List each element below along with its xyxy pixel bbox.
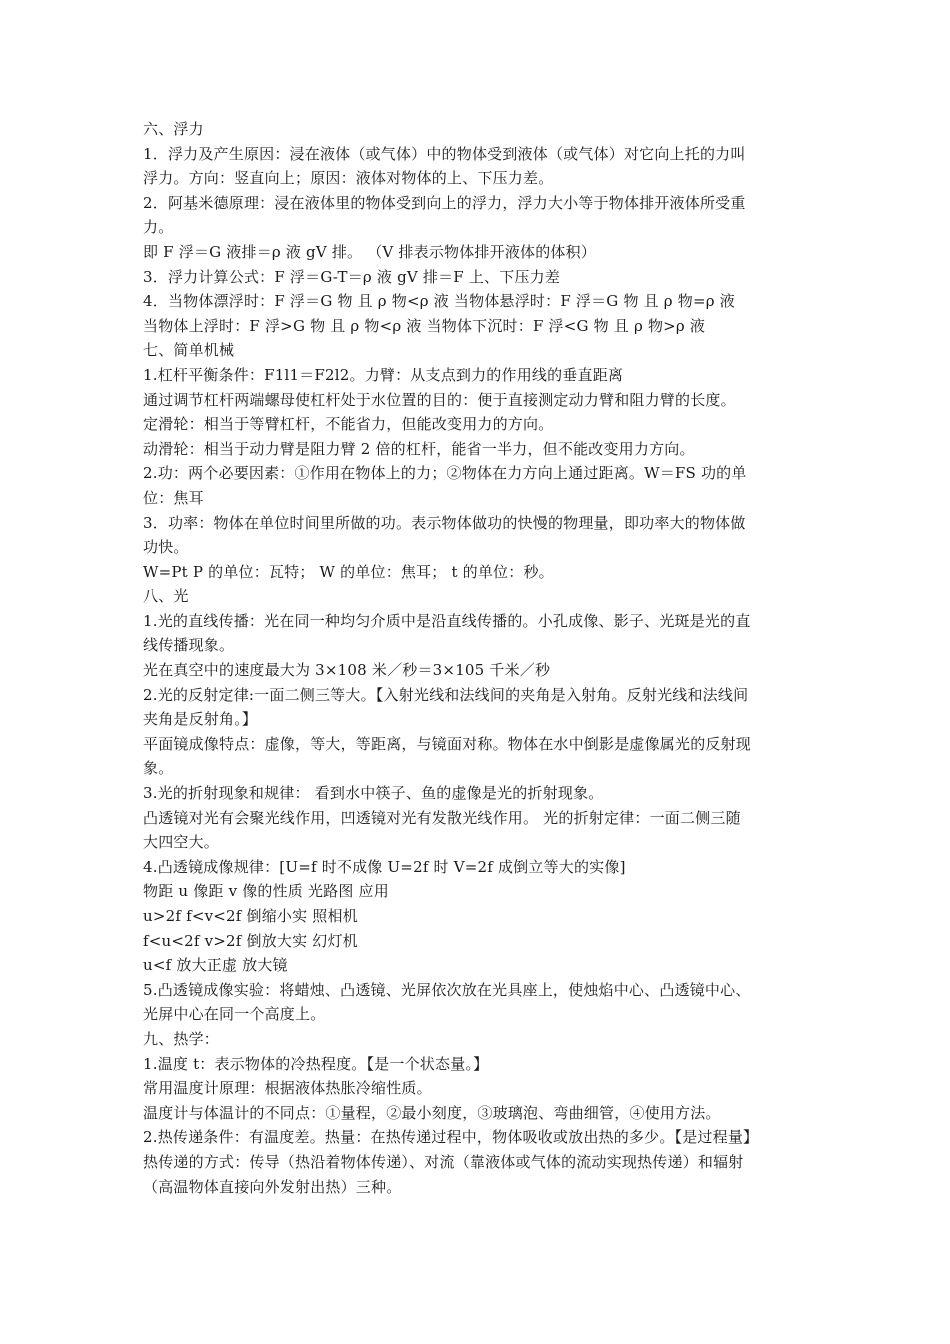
text-line: 凸透镜对光有会聚光线作用，凹透镜对光有发散光线作用。 光的折射定律：一面二侧三随 xyxy=(143,808,741,827)
text-line: 5.凸透镜成像实验：将蜡烛、凸透镜、光屏依次放在光具座上，使烛焰中心、凸透镜中心、 xyxy=(143,980,751,999)
text-line: 浮力。方向：竖直向上；原因：液体对物体的上、下压力差。 xyxy=(143,169,554,188)
text-line: 2.热传递条件：有温度差。热量：在热传递过程中，物体吸收或放出热的多少。【是过程量】 xyxy=(143,1128,759,1147)
text-line: 1.杠杆平衡条件：F1l1＝F2l2。力臂：从支点到力的作用线的垂直距离 xyxy=(143,365,624,384)
section-heading-light: 八、光 xyxy=(143,587,189,606)
text-line: 3．浮力计算公式：F 浮＝G-T＝ρ 液 gV 排＝F 上、下压力差 xyxy=(143,267,561,286)
text-line: 2．阿基米德原理：浸在液体里的物体受到向上的浮力，浮力大小等于物体排开液体所受重 xyxy=(143,193,746,212)
text-line: 热传递的方式：传导（热沿着物体传递）、对流（靠液体或气体的流动实现热传递）和辐射 xyxy=(143,1152,744,1171)
text-line: 1．浮力及产生原因：浸在液体（或气体）中的物体受到液体（或气体）对它向上托的力叫 xyxy=(143,144,746,163)
text-line: 象。 xyxy=(143,759,174,778)
text-line: 力。 xyxy=(143,218,174,237)
text-line: 常用温度计原理：根据液体热胀冷缩性质。 xyxy=(143,1079,432,1098)
text-line: 大四空大。 xyxy=(143,833,220,852)
text-line: 夹角是反射角。】 xyxy=(143,710,258,729)
text-line: 平面镜成像特点：虚像，等大，等距离，与镜面对称。物体在水中倒影是虚像属光的反射现 xyxy=(143,734,752,753)
text-line: u>2f f<v<2f 倒缩小实 照相机 xyxy=(143,907,358,925)
text-line: 当物体上浮时：F 浮>G 物 且 ρ 物<ρ 液 当物体下沉时：F 浮<G 物 且 ρ 物>ρ 液 xyxy=(143,316,706,335)
section-heading-buoyancy: 六、浮力 xyxy=(143,120,204,138)
text-line: f<u<2f v>2f 倒放大实 幻灯机 xyxy=(143,931,358,950)
text-line: 1.温度 t：表示物体的冷热程度。【是一个状态量。】 xyxy=(143,1054,489,1073)
section-heading-heat: 九、热学： xyxy=(143,1029,220,1048)
text-line: 4.凸透镜成像规律：[U=f 时不成像 U=2f 时 V=2f 成倒立等大的实像] xyxy=(143,857,626,876)
text-line: 2.功：两个必要因素：①作用在物体上的力；②物体在力方向上通过距离。W＝FS 功的单 xyxy=(143,464,747,483)
text-line: 2.光的反射定律:一面二侧三等大。【入射光线和法线间的夹角是入射角。反射光线和法线间 xyxy=(143,685,749,704)
text-line: 线传播现象。 xyxy=(143,636,235,655)
text-line: 位：焦耳 xyxy=(143,488,204,507)
text-line: 功快。 xyxy=(143,538,189,557)
text-line: 定滑轮：相当于等臂杠杆，不能省力，但能改变用力的方向。 xyxy=(143,415,554,434)
text-line: u<f 放大正虚 放大镜 xyxy=(143,956,288,975)
section-heading-simple-machines: 七、简单机械 xyxy=(143,341,235,360)
text-line: 4．当物体漂浮时：F 浮＝G 物 且 ρ 物<ρ 液 当物体悬浮时：F 浮＝G 物 且 ρ 物=ρ 液 xyxy=(143,292,735,311)
text-line: 通过调节杠杆两端螺母使杠杆处于水位置的目的：便于直接测定动力臂和阻力臂的长度。 xyxy=(143,390,736,409)
text-line: 物距 u 像距 v 像的性质 光路图 应用 xyxy=(143,882,389,901)
document-body xyxy=(143,117,813,1199)
text-line: 3．功率：物体在单位时间里所做的功。表示物体做功的快慢的物理量，即功率大的物体做 xyxy=(143,513,746,532)
text-line: （高温物体直接向外发射出热）三种。 xyxy=(143,1177,402,1196)
text-line: 光屏中心在同一个高度上。 xyxy=(143,1005,326,1024)
text-line: 动滑轮：相当于动力臂是阻力臂 2 倍的杠杆，能省一半力，但不能改变用力方向。 xyxy=(143,439,695,458)
text-line: 即 F 浮＝G 液排＝ρ 液 gV 排。 （V 排表示物体排开液体的体积） xyxy=(143,242,597,261)
text-line: 温度计与体温计的不同点：①量程，②最小刻度，③玻璃泡、弯曲细管，④使用方法。 xyxy=(143,1103,721,1122)
text-line: 1.光的直线传播：光在同一种均匀介质中是沿直线传播的。小孔成像、影子、光斑是光的直 xyxy=(143,611,751,630)
text-line: 光在真空中的速度最大为 3×108 米／秒＝3×105 千米／秒 xyxy=(143,661,551,680)
text-line: 3.光的折射现象和规律： 看到水中筷子、鱼的虚像是光的折射现象。 xyxy=(143,784,604,803)
text-line: W=Pt P 的单位：瓦特； W 的单位：焦耳； t 的单位：秒。 xyxy=(143,562,554,581)
